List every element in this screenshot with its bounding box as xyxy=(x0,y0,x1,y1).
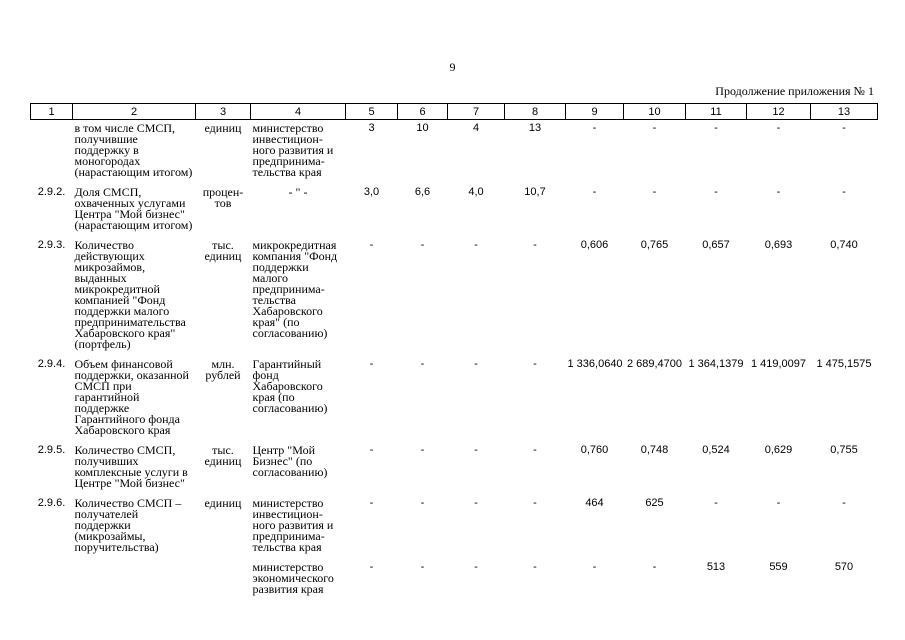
data-table xyxy=(30,103,878,601)
unit-cell: тыс. единиц xyxy=(204,238,242,263)
value-cell: - xyxy=(420,497,425,509)
value-cell: 3 xyxy=(368,122,375,134)
row-code xyxy=(31,120,73,185)
value-cell: - xyxy=(533,497,537,509)
value-cell: - xyxy=(842,122,846,134)
value-cell: 0,755 xyxy=(830,444,858,456)
value-cell: - xyxy=(533,239,537,251)
column-header: 2 xyxy=(73,104,196,120)
value-cell: 513 xyxy=(706,561,726,573)
row-code: 2.9.2. xyxy=(37,186,66,198)
unit-cell: процен- тов xyxy=(202,185,244,210)
indicator-name: Количество СМСП, получивших комплексные услуги в Центре "Мой бизнес" xyxy=(74,443,188,490)
value-cell: 570 xyxy=(834,561,854,573)
indicator-name: Доля СМСП, охваченных услугами Центра "Мой бизнес" (нарастающим итогом) xyxy=(74,185,193,232)
value-cell: 0,765 xyxy=(640,239,669,251)
column-header: 6 xyxy=(398,104,448,120)
value-cell: 2 689,4700 xyxy=(626,358,683,370)
responsible-cell: Центр "Мой Бизнес" (по согласованию) xyxy=(252,443,328,479)
value-cell: 1 364,1379 xyxy=(688,358,744,370)
value-cell: - xyxy=(369,444,374,456)
column-header: 3 xyxy=(196,104,251,120)
table-row xyxy=(31,184,878,237)
value-cell: - xyxy=(369,358,374,370)
continuation-label: Продолжение приложения № 1 xyxy=(715,84,874,98)
responsible-cell: министерство инвестицион- ного развития и предпринима- тельства края xyxy=(252,496,334,554)
column-header: 1 xyxy=(31,104,73,120)
value-cell: 0,606 xyxy=(580,239,609,251)
table-row xyxy=(31,559,878,601)
value-cell: - xyxy=(714,186,718,198)
value-cell: 0,524 xyxy=(702,444,730,456)
column-header: 4 xyxy=(251,104,346,120)
value-cell: 0,629 xyxy=(764,444,793,456)
value-cell: 1 336,0640 xyxy=(567,358,623,370)
value-cell: 625 xyxy=(645,497,664,509)
column-number-row xyxy=(31,104,878,120)
value-cell: 10 xyxy=(416,122,429,134)
column-header: 7 xyxy=(448,104,505,120)
value-cell: 0,740 xyxy=(830,239,858,251)
value-cell: - xyxy=(842,186,846,198)
row-code: 2.9.5. xyxy=(37,444,66,456)
value-cell: 10,7 xyxy=(524,186,546,198)
unit-cell: тыс. единиц xyxy=(204,443,242,468)
value-cell: - xyxy=(420,561,425,573)
unit-cell: млн. рублей xyxy=(205,357,241,382)
responsible-cell: - " - xyxy=(288,185,308,199)
unit-cell xyxy=(196,559,251,601)
value-cell: - xyxy=(776,497,781,509)
value-cell: - xyxy=(474,561,478,573)
responsible-cell: министерство экономического развития края xyxy=(252,560,334,596)
value-cell: - xyxy=(420,444,425,456)
value-cell: - xyxy=(652,561,657,573)
value-cell: - xyxy=(369,561,374,573)
value-cell: - xyxy=(533,444,537,456)
value-cell: 6,6 xyxy=(414,186,431,198)
responsible-cell: министерство инвестицион- ного развития и предпринима- тельства края xyxy=(252,121,334,179)
value-cell: 4,0 xyxy=(468,186,484,198)
value-cell: - xyxy=(842,497,846,509)
value-cell: - xyxy=(714,122,718,134)
value-cell: - xyxy=(776,122,781,134)
column-header: 5 xyxy=(346,104,398,120)
value-cell: - xyxy=(369,497,374,509)
value-cell: - xyxy=(420,358,425,370)
responsible-cell: микрокредитная компания "Фонд поддержки малого предпринима- тельства Хабаровского края" (по согласованию) xyxy=(252,238,338,340)
column-header: 13 xyxy=(811,104,878,120)
page-number: 9 xyxy=(449,60,456,74)
value-cell: 464 xyxy=(585,497,604,509)
table-row xyxy=(31,442,878,495)
indicator-name xyxy=(73,559,196,601)
row-code: 2.9.6. xyxy=(37,497,66,509)
value-cell: 1 419,0097 xyxy=(750,358,807,370)
value-cell: - xyxy=(533,358,537,370)
value-cell: 0,693 xyxy=(764,239,793,251)
column-header: 12 xyxy=(747,104,811,120)
value-cell: 1 475,1575 xyxy=(816,358,872,370)
table-row xyxy=(31,237,878,356)
row-code: 2.9.3. xyxy=(37,239,66,251)
indicator-name: Количество СМСП – получателей поддержки (микрозаймы, поручительства) xyxy=(74,496,182,554)
value-cell: 0,657 xyxy=(702,239,730,251)
unit-cell: единиц xyxy=(204,121,242,135)
value-cell: - xyxy=(369,239,374,251)
indicator-name: Количество действующих микрозаймов, выданных микрокредитной компанией "Фонд поддержки малого предпринимательства Хабаровского края" (портфель) xyxy=(74,238,186,351)
value-cell: 559 xyxy=(769,561,788,573)
value-cell: 0,760 xyxy=(580,444,609,456)
value-cell: - xyxy=(533,561,537,573)
row-code: 2.9.4. xyxy=(37,358,66,370)
value-cell: 3,0 xyxy=(363,186,380,198)
column-header: 9 xyxy=(566,104,624,120)
value-cell: - xyxy=(652,186,657,198)
column-header: 8 xyxy=(505,104,566,120)
value-cell: - xyxy=(474,444,478,456)
value-cell: - xyxy=(474,497,478,509)
value-cell: - xyxy=(592,561,597,573)
value-cell: - xyxy=(776,186,781,198)
value-cell: - xyxy=(714,497,718,509)
row-code xyxy=(31,559,73,601)
indicator-name: в том числе СМСП, получившие поддержку в моногородах (нарастающим итогом) xyxy=(74,121,193,179)
responsible-cell: Гарантийный фонд Хабаровского края (по согласованию) xyxy=(252,357,328,415)
table-row xyxy=(31,356,878,442)
value-cell: - xyxy=(592,122,597,134)
value-cell: - xyxy=(420,239,425,251)
value-cell: - xyxy=(474,239,478,251)
value-cell: - xyxy=(474,358,478,370)
column-header: 11 xyxy=(686,104,747,120)
value-cell: 0,748 xyxy=(640,444,669,456)
table-row xyxy=(31,495,878,559)
unit-cell: единиц xyxy=(204,496,242,510)
value-cell: - xyxy=(652,122,657,134)
indicator-name: Объем финансовой поддержки, оказанной СМСП при гарантийной поддержке Гарантийного фонда Хабаровского края xyxy=(74,357,189,437)
table-row xyxy=(31,120,878,185)
value-cell: 4 xyxy=(472,122,480,134)
value-cell: 13 xyxy=(528,122,542,134)
value-cell: - xyxy=(592,186,597,198)
column-header: 10 xyxy=(624,104,686,120)
